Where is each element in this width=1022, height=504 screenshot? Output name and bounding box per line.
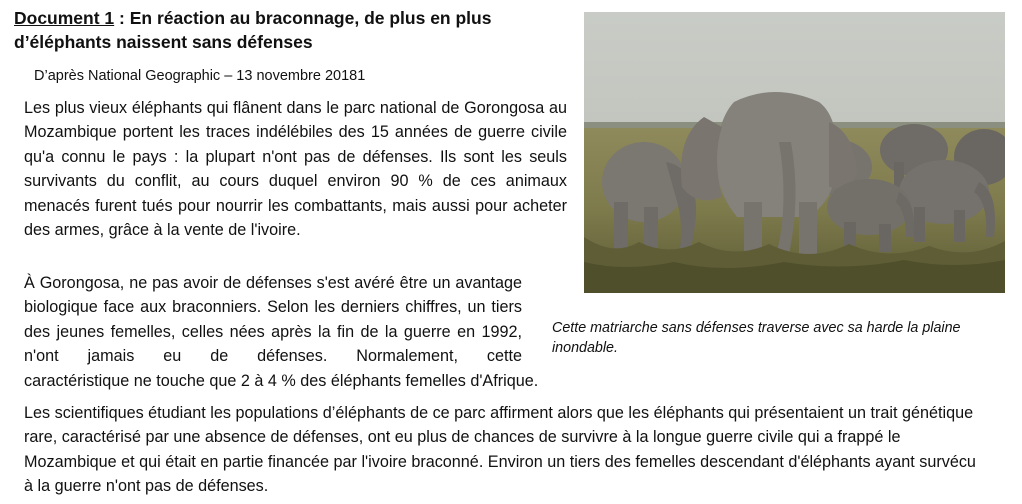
document-label: Document 1 xyxy=(14,8,115,28)
photo-caption: Cette matriarche sans défenses traverse avec sa harde la plaine inondable. xyxy=(552,320,961,356)
elephant-photo xyxy=(584,12,1005,293)
document-title xyxy=(14,6,534,54)
paragraph-2-end: caractéristique ne touche que 2 à 4 % des éléphants femelles d'Afrique. xyxy=(24,371,539,390)
title-text: En réaction au braconnage, de plus en plus d’éléphants naissent sans défenses xyxy=(14,8,492,52)
paragraph-2 xyxy=(24,271,539,393)
paragraph-2-main: À Gorongosa, ne pas avoir de défenses s'est avéré être un avantage biologique face aux braconniers. Selon les derniers chiffres, un tiers des jeunes femelles, celles nées après la fin de la guerre en 1992, n'ont jamais eu de défenses. Normalement, cette xyxy=(24,274,522,366)
title-separator: : xyxy=(114,8,130,28)
paragraph-1: Les plus vieux éléphants qui flânent dans le parc national de Gorongosa au Mozambique portent les traces indélébiles des 15 années de guerre civile qu'a connu le pays : la plupart n'ont pas de défenses. Ils sont les seuls survivants du conflit, au cours duquel environ 90 % de ces animaux menacés furent tués pour nourrir les combattants, mais aussi pour acheter des armes, grâce à la vente de l'ivoire. xyxy=(24,99,567,240)
paragraph-3: Les scientifiques étudiant les populations d’éléphants de ce parc affirment alors que les éléphants qui présentaient un trait génétique rare, caractérisé par une absence de défenses, ont eu plus de chances de survivre à la longue guerre civile qui a frappé le Mozambique et qui était en partie financée par l'ivoire braconné. Environ un tiers des femelles descendant d'éléphants ayant survécu à la guerre n'ont pas de défenses. xyxy=(24,404,976,496)
source-line: D’après National Geographic – 13 novembre 20181 xyxy=(34,68,366,84)
